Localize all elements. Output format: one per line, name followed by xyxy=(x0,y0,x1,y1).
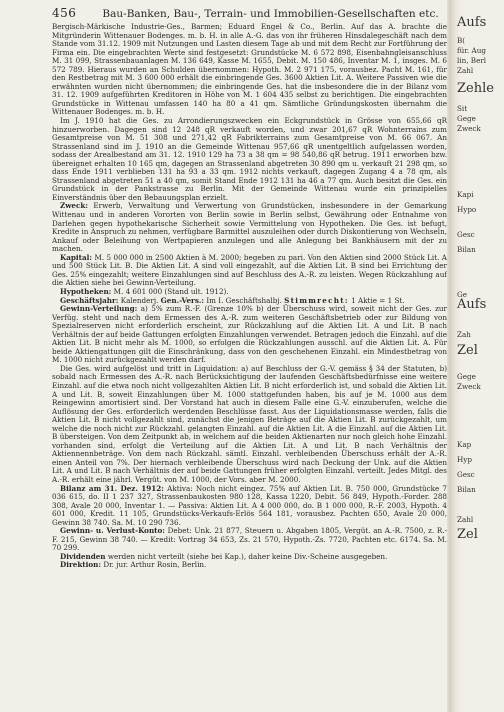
section-gewinn-verlust xyxy=(52,527,447,553)
stimmrecht-text: 1 Aktie = 1 St. xyxy=(351,295,405,305)
gutter-line: Kapi xyxy=(457,190,474,199)
gutter-line: Aufs xyxy=(457,297,487,312)
direktion-text: Dr. jur. Arthur Rosin, Berlin. xyxy=(103,560,207,570)
gutter-line: Ge xyxy=(457,290,467,299)
geschaeftsjahr-text: Kalenderj. xyxy=(120,295,159,305)
gutter-line: Zweck xyxy=(457,382,481,391)
dividenden-text: werden nicht verteilt (siehe bei Kap.), daher keine Div.-Scheine ausgegeben. xyxy=(107,551,388,561)
gutter-line: Gesc xyxy=(457,470,475,479)
bilanz-text: Aktiva: Noch nicht eingez. 75% auf Aktien Lit. B. 750 000, Grundstücke 7 036 615, do. II 1 237 327, Strassenbaukosten 980 128, Kassa 1220, Debit. 56 849, Hypoth.-Forder. 288 308, Avale 20 000, Inventar 1. — Passiva: Aktien Lit. A 4 000 000, do. B 1 000 000, R.-F. 2003, Hypoth. 4 601 000, Kredit. 11 105, Grundstücks-Verkaufs-Erlös 564 181, vorausbez. Pachten 650, Avale 20 000, Gewinn 38 740. Sa. M. 10 290 736. xyxy=(52,483,447,527)
kapital-text: M. 5 000 000 in 2500 Aktien à M. 2000; begeben zu pari. Von den Aktien sind 2000 Stück Lit. A und 500 Stück Lit. B. Die Aktien Lit. A sind voll eingezahlt, auf die Aktien Lit. B sind bei Errichtung der Ges. 25% eingezahlt; weitere Einzahlungen sind auf Beschluss des A.-R. zu leisten. Wegen Rückzahlung auf die Aktien siehe bei Gewinn-Verteilung. xyxy=(52,252,447,288)
gutter-line: Zahl xyxy=(457,66,474,75)
paragraph-arealbestand: Im J. 1910 hat die Ges. zu Arrondierungszwecken ein Eckgrundstück in Grösse von 655,66 qR hinzuerworben. Dagegen sind 12 248 qR verkauft worden, und zwar 201,67 qR Wohnterrains zum Gesamtpreise von M. 51 308 und 271,42 qR Fabrikterrains zum Gesamtpreise von M. 66 067. An Strassenland sind im J. 1910 an die Gemeinde Wittenau 957,66 qR unentgeltlich aufgelassen worden, sodass der Arealbestand am 31. 12. 1910 129 ha 73 a 38 qm = 98 540,86 qR betrug. 1911 erworben bzw. übereignet erhalten 10 165 qm, dagegen an Strassenland abgetreten 30 890 qm u. verkauft 21 298 qm, so dass Ende 1911 verblieben 131 ha 93 a 33 qm. 1912 nichts verkauft, dagegen Zugang 4 a 78 qm, als Strassenland abgetreten 51 a 40 qm, somit Stand Ende 1912 131 ha 46 a 77 qm. Auch besitzt die Ges. ein Grundstück in der Pankstrasse zu Berlin. Mit der Gemeinde Wittenau wurde ein prinzipielles Einverständnis über den Bebauungsplan erzielt. xyxy=(52,116,447,202)
geschaeftsjahr-label: Geschäftsjahr: xyxy=(60,295,119,305)
gewinn-verlust-label: Gewinn- u. Verlust-Konto: xyxy=(60,526,165,536)
main-column xyxy=(52,6,447,570)
gutter-line: Hypo xyxy=(457,205,477,214)
gutter-line: Gege xyxy=(457,372,476,381)
zweck-label: Zweck: xyxy=(60,201,89,211)
kapital-label: Kapital: xyxy=(60,252,93,262)
running-title: Bau-Banken, Bau-, Terrain- und Immobilien-Gesellschaften etc. xyxy=(102,8,439,20)
section-gewinn-verteilung xyxy=(52,305,447,365)
gutter-line: Bilan xyxy=(457,245,476,254)
gutter-line: Gege xyxy=(457,114,476,123)
hypotheken-label: Hypotheken: xyxy=(60,286,112,296)
paragraph-einbringung: Bergisch-Märkische Industrie-Ges., Barmen; Eduard Engel & Co., Berlin. Auf das A. brachte die Mitgründerin Wittenauer Bodenges. m. b. H. in alle A.-G. das von ihr früheren Hinsdalegeschäft nach dem Stande vom 31.12. 1909 mit Nutzungen und Lasten diesem Tage ab und mit dem Recht zur Fortführung der Firma ein. Die eingebrachten Werte sind festgesetzt: Grundstücke M. 6 572 898, Eisenbahngleisanschluss M. 31 099, Strassenbauanlagen M. 136 649, Kasse M. 1655, Debit. M. 150 486, Inventar M. 1, insges. M. 6 572 789. Hieraus wurden an Schulden übernommen: Hypoth. M. 2 971 175, vorausbez. Pacht M. 161, für den Restbetrag mit M. 3 600 000 erhält die einbringende Ges. 3600 Aktien Lit. A. Weitere Passiven wie die erwähnten wurden nicht übernommen; die einbringende Ges. hat die insbesondere die in der Bilanz vom 31. 12. 1909 aufgeführten Kreditoren in Höhe von M. 1 604 435 selbst zu berichtigen. Die eingebrachten Grundstücke in Wittenau umfassen 140 ha 80 a 41 qm. Sämtliche Gründungskosten übernahm die Wittenauer Bodenges. m. b. H. xyxy=(52,22,448,117)
paragraph-liquidation: Die Ges. wird aufgelöst und tritt in Liquidation: a) auf Beschluss der G.-V. gemäss § 34 der Statuten, b) sobald nach Ermessen des A.-R. nach Berücksichtigung der laufenden Geschäftsbedürfnisse eine weitere Einzahl. auf die etwa noch nicht vollgezahlten Aktien Lit. B nicht erforderlich ist, und sobald die Aktien Lit. A und Lit. B, soweit Einzahlungen über M. 1000 stattgefunden haben, bis auf je M. 1000 aus dem Reingewinn amortisiert sind. Der Vorstand hat auch in diesem Falle eine G.-V. einzuberufen, welche die Auflösung der Ges. erforderlich werdenden Beschlüsse fasst. Aus der Liquidationsmasse werden, falls die Aktien Lit. B nicht vollgezahlt sind, zunächst die jenigen Beträge auf die Aktien Lit. B zurückgezahlt, um welche die noch nicht zur Rückzahl. gelangten Einzahl. auf die Aktien Lit. A die Einzahl. auf die Aktien Lit. B übersteigen. Von dem Zeitpunkt ab, in welchem auf die beiden Aktienarten nur noch gleich hohe Einzahl. vorhanden sind, erfolgt die Verteilung auf die Aktien Lit. A und Lit. B nach Verhältnis der Aktiennennbeträge. Von dem nach Rückzahl. sämtl. Einzahl. verbleibenden Überschuss erhält der A.-R. einen Anteil von 7%. Der hiernach verbleibende Überschuss wird nach Deckung der Unk. auf die Aktien Lit. A und Lit. B nach Verhältnis der auf beide Gattungen früher erfolgten Einzahl. verteilt. Jedes Mitgl. des A.-R. erhält eine jährl. Vergüt. von M. 1000, der Vors. aber M. 2000. xyxy=(52,363,447,484)
gutter-line: Zehle xyxy=(457,81,494,96)
gen-vers-text: Im I. Geschäftshalbj. xyxy=(206,295,282,305)
body-text xyxy=(52,23,447,570)
gutter-line: Zel xyxy=(457,343,478,358)
gutter-line: Aufs xyxy=(457,15,487,30)
hypotheken-text: M. 4 601 000 (Stand ult. 1912). xyxy=(113,286,229,296)
gewinn-verteilung-text: a) 5% zum R.-F. (Grenze 10% b) der Überschuss wird, soweit nicht der Ges. zur Verfüg. steht und nach dem Ermessen des A.-R. zum weiteren Geschäftsbetrieb oder zur Bildung von Spezialreserven nicht erforderlich erscheint, zur Rückzahlung auf die Aktien Lit. A und Lit. B nach Verhältnis der auf beide Gattungen erfolgten Einzahlungen verwendet. Betragen jedoch die Einzahl. auf die Aktien Lit. B nicht mehr als M. 1000, so erfolgen die Rückzahlungen ausschl. auf die Aktien Lit. A. Für beide Aktiengattungen gilt die Einschränkung, dass von den geschehenen Einzahl. ein Mindestbetrag von M. 1000 nicht zurückgezahlt werden darf. xyxy=(52,304,447,365)
gutter-line: Zweck xyxy=(457,124,481,133)
facing-page-edge xyxy=(447,0,504,712)
gutter-line: Gesc xyxy=(457,230,475,239)
gutter-line: für. Aug xyxy=(457,46,486,55)
zweck-text: Erwerb, Verwaltung und Verwertung von Grundstücken, insbesondere in der Gemarkung Wittenau und in anderen Vororten von Berlin sowie in Berlin selbst, Gewährung oder Entnahme von Darlehen gegen hypothekarische Sicherheit sowie Vermittelung von Hypotheken. Die Ges. ist befugt, Kredite in Anspruch zu nehmen, verfügbare Barmittel auszuleihen oder durch Diskontierung von Wechseln, Ankauf oder Beleihung von Wertpapieren anzulegen und alle Anlegung bei Bankhäusern mit der zu machen. xyxy=(52,201,447,254)
gutter-line: Zel xyxy=(457,527,478,542)
gutter-line: Hyp xyxy=(457,455,472,464)
gutter-line: Bilan xyxy=(457,485,476,494)
page-number: 456 xyxy=(52,6,77,20)
gutter-line: Sit xyxy=(457,104,468,113)
section-kapital xyxy=(52,254,447,288)
gutter-line: B( xyxy=(457,36,466,45)
gen-vers-label: Gen.-Vers.: xyxy=(160,295,205,305)
bilanz-label: Bilanz am 31. Dez. 1912: xyxy=(60,483,164,493)
gewinn-verlust-text: Debet: Unk. 21 877, Steuern u. Abgaben 1805, Vergüt. an A.-R. 7500, z. R.-F. 215, Gewinn 38 740. — Kredit: Vortrag 34 653, Zs. 21 570, Hypoth.-Zs. 7720, Pachten etc. 6174. Sa. M. 70 299. xyxy=(52,526,447,553)
section-zweck xyxy=(52,202,447,253)
direktion-label: Direktion: xyxy=(60,560,102,570)
section-direktion xyxy=(52,561,447,570)
stimmrecht-label: Stimmrecht: xyxy=(284,295,349,305)
gewinn-verteilung-label: Gewinn-Verteilung: xyxy=(60,304,138,314)
gutter-line: Kap xyxy=(457,440,472,449)
section-bilanz xyxy=(52,485,447,528)
gutter-line: Zahl xyxy=(457,515,474,524)
gutter-line: Zah xyxy=(457,330,471,339)
dividenden-label: Dividenden xyxy=(60,551,106,561)
gutter-line: lin, Berl xyxy=(457,56,487,65)
page-header xyxy=(52,6,447,21)
